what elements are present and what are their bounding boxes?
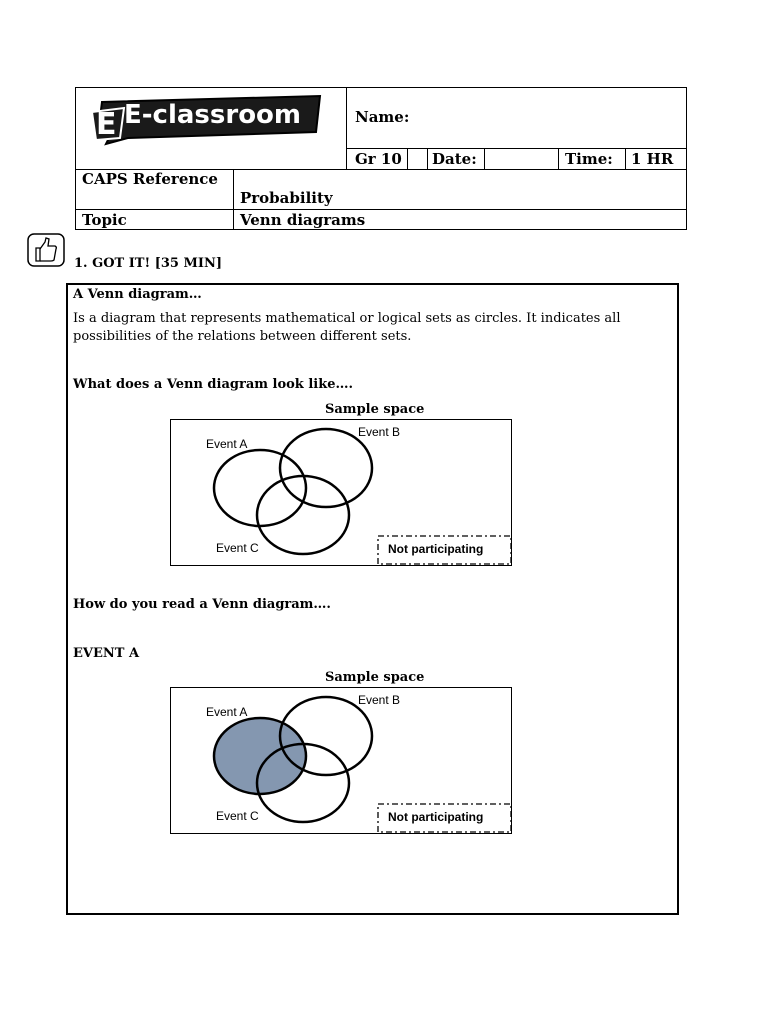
grade-label: Gr 10 — [355, 150, 402, 168]
label-event-a: Event A — [206, 437, 248, 451]
date-label: Date: — [432, 150, 477, 168]
topic-label: Topic — [82, 211, 127, 229]
date-value-cell[interactable] — [484, 148, 559, 170]
venn-diagram-1 — [170, 419, 513, 567]
definition-line-1: Is a diagram that represents mathematical or logical sets as circles. It indicates all — [73, 311, 621, 326]
definition-line-2: possibilities of the relations between different sets. — [73, 329, 412, 344]
venn-diagram-2 — [170, 687, 513, 835]
label-event-c: Event C — [216, 809, 259, 823]
venn-heading: A Venn diagram… — [73, 287, 202, 302]
time-label: Time: — [565, 150, 613, 168]
event-a-heading: EVENT A — [73, 646, 140, 661]
section-title: 1. GOT IT! [35 MIN] — [74, 256, 222, 271]
label-not-participating: Not participating — [388, 810, 484, 824]
grade-blank-cell — [407, 148, 428, 170]
caps-value: Probability — [240, 189, 333, 207]
label-not-participating: Not participating — [388, 542, 484, 556]
question-read: How do you read a Venn diagram…. — [73, 597, 331, 612]
topic-value: Venn diagrams — [240, 211, 366, 229]
circle-event-a-shaded — [214, 718, 306, 794]
label-event-b: Event B — [358, 693, 401, 707]
logo-text: E-classroom — [124, 100, 302, 130]
thumbs-up-icon — [27, 233, 65, 267]
question-look-like: What does a Venn diagram look like…. — [73, 377, 354, 392]
eclassroom-logo — [88, 94, 324, 146]
name-label: Name: — [355, 108, 410, 126]
label-event-a: Event A — [206, 705, 248, 719]
label-event-b: Event B — [358, 425, 401, 439]
diagram2-title: Sample space — [325, 670, 425, 685]
time-value: 1 HR — [631, 150, 674, 168]
caps-label: CAPS Reference — [82, 170, 218, 188]
svg-text:E: E — [96, 107, 117, 142]
label-event-c: Event C — [216, 541, 259, 555]
diagram1-title: Sample space — [325, 402, 425, 417]
